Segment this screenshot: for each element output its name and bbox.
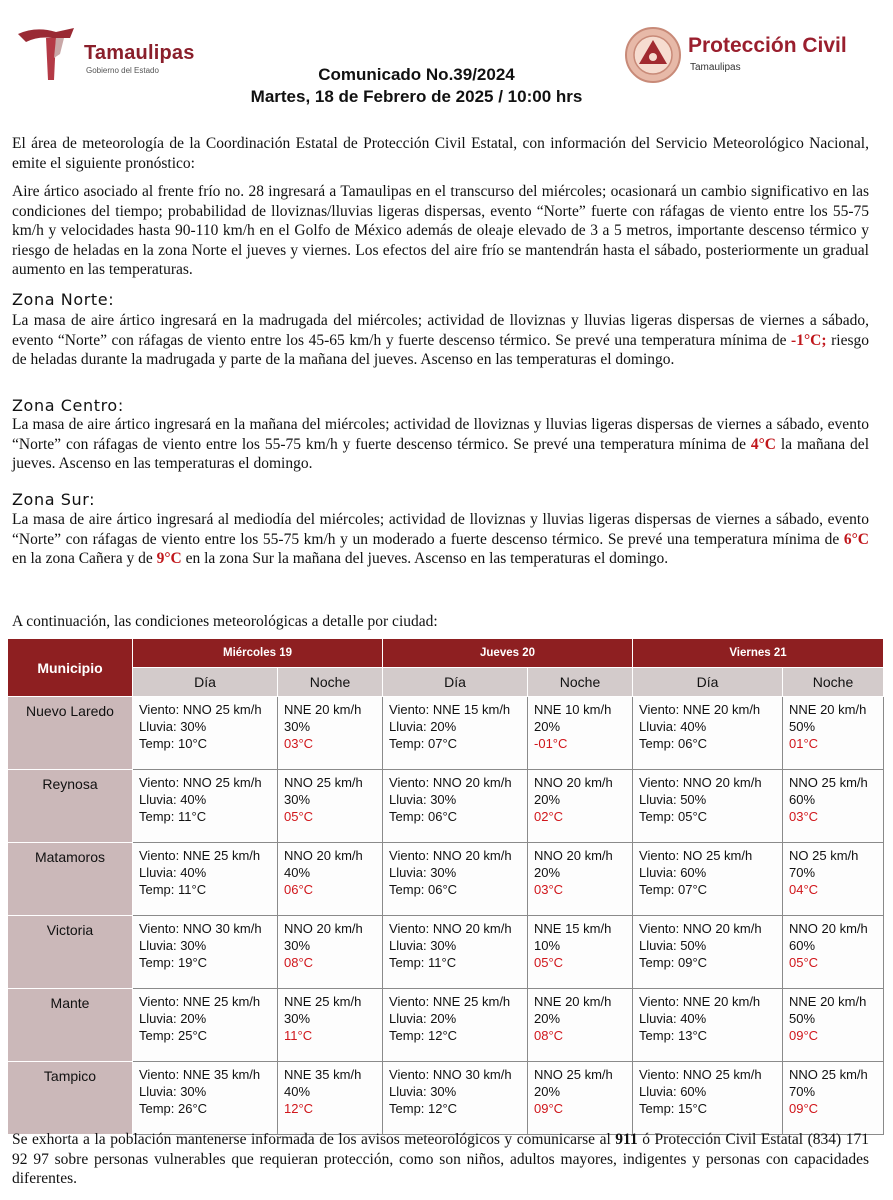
rain-value: Lluvia: 30% bbox=[389, 865, 457, 880]
rain-value: 50% bbox=[789, 719, 816, 734]
communique-date: Martes, 18 de Febrero de 2025 / 10:00 hrs bbox=[250, 87, 583, 106]
wind-value: NNO 25 km/h bbox=[789, 775, 868, 790]
rain-value: Lluvia: 40% bbox=[639, 719, 707, 734]
zona-norte-min-temp: -1°C; bbox=[791, 331, 827, 349]
document-title bbox=[0, 64, 893, 108]
wind-value: Viento: NNE 25 km/h bbox=[389, 994, 511, 1009]
wind-value: Viento: NNO 30 km/h bbox=[139, 921, 262, 936]
wind-value: Viento: NNE 35 km/h bbox=[139, 1067, 261, 1082]
day-header-jueves: Jueves 20 bbox=[383, 639, 633, 668]
wind-value: NNO 20 km/h bbox=[284, 921, 363, 936]
municipio-cell: Tampico bbox=[8, 1062, 133, 1135]
proteccion-civil-logo-subtitle: Tamaulipas bbox=[690, 62, 741, 73]
rain-value: Lluvia: 20% bbox=[389, 1011, 457, 1026]
rain-value: Lluvia: 50% bbox=[639, 938, 707, 953]
temp-value: 05°C bbox=[534, 955, 564, 970]
zona-norte-paragraph bbox=[12, 311, 869, 370]
subheader-dia: Día bbox=[383, 668, 528, 697]
temp-value: Temp: 11°C bbox=[389, 955, 457, 970]
zona-norte-text-b: riesgo de heladas durante la madrugada y parte de la mañana del jueves. Ascenso en las temperaturas el domingo. bbox=[12, 331, 869, 368]
rain-value: 40% bbox=[284, 865, 311, 880]
wind-value: Viento: NNO 20 km/h bbox=[389, 775, 512, 790]
wind-value: Viento: NNO 25 km/h bbox=[139, 775, 262, 790]
wind-value: NNE 15 km/h bbox=[534, 921, 612, 936]
wind-value: NNE 20 km/h bbox=[284, 702, 362, 717]
temp-value: Temp: 15°C bbox=[639, 1101, 708, 1116]
temp-value: Temp: 12°C bbox=[389, 1028, 458, 1043]
forecast-cell bbox=[278, 989, 383, 1062]
wind-value: Viento: NNO 20 km/h bbox=[639, 775, 762, 790]
rain-value: Lluvia: 40% bbox=[639, 1011, 707, 1026]
temp-value: Temp: 12°C bbox=[389, 1101, 458, 1116]
wind-value: Viento: NNE 15 km/h bbox=[389, 702, 511, 717]
forecast-cell bbox=[133, 843, 278, 916]
wind-value: Viento: NNE 20 km/h bbox=[639, 702, 761, 717]
footer-text-a: Se exhorta a la población mantenerse informada de los avisos meteorológicos y comunicarse al bbox=[12, 1131, 616, 1148]
forecast-cell bbox=[133, 697, 278, 770]
forecast-cell bbox=[383, 1062, 528, 1135]
forecast-cell bbox=[278, 843, 383, 916]
temp-value: Temp: 13°C bbox=[639, 1028, 708, 1043]
wind-value: NO 25 km/h bbox=[789, 848, 859, 863]
zona-centro-heading: Zona Centro: bbox=[12, 396, 124, 415]
table-row bbox=[8, 697, 884, 770]
weather-table bbox=[7, 638, 884, 1135]
forecast-cell bbox=[133, 916, 278, 989]
rain-value: Lluvia: 30% bbox=[139, 1084, 207, 1099]
rain-value: 30% bbox=[284, 938, 311, 953]
forecast-cell bbox=[528, 989, 633, 1062]
municipio-cell: Nuevo Laredo bbox=[8, 697, 133, 770]
rain-value: 20% bbox=[534, 719, 561, 734]
forecast-cell bbox=[528, 843, 633, 916]
rain-value: 20% bbox=[534, 792, 561, 807]
wind-value: Viento: NO 25 km/h bbox=[639, 848, 753, 863]
municipio-header: Municipio bbox=[8, 639, 133, 697]
temp-value: Temp: 19°C bbox=[139, 955, 208, 970]
zona-sur-temp-sur: 9°C bbox=[156, 550, 182, 567]
rain-value: 20% bbox=[534, 1011, 561, 1026]
day-header-viernes: Viernes 21 bbox=[633, 639, 884, 668]
proteccion-civil-logo-name: Protección Civil bbox=[688, 34, 847, 57]
forecast-cell bbox=[383, 843, 528, 916]
forecast-cell bbox=[783, 989, 884, 1062]
wind-value: NNO 20 km/h bbox=[534, 775, 613, 790]
rain-value: 60% bbox=[789, 792, 816, 807]
temp-value: Temp: 05°C bbox=[639, 809, 708, 824]
day-header-miercoles: Miércoles 19 bbox=[133, 639, 383, 668]
wind-value: Viento: NNO 25 km/h bbox=[139, 702, 262, 717]
rain-value: Lluvia: 30% bbox=[389, 938, 457, 953]
municipio-cell: Victoria bbox=[8, 916, 133, 989]
table-row bbox=[8, 843, 884, 916]
rain-value: Lluvia: 30% bbox=[389, 792, 457, 807]
tamaulipas-logo-name: Tamaulipas bbox=[84, 42, 195, 64]
table-row bbox=[8, 1062, 884, 1135]
footer-text-b: ó Protección Civil Estatal (834) 171 92 97 sobre personas vulnerables que requieran protección, como son niños, adultos mayores, indigentes y personas con capacidades diferentes. bbox=[12, 1131, 869, 1187]
table-row bbox=[8, 989, 884, 1062]
forecast-cell bbox=[528, 1062, 633, 1135]
forecast-cell bbox=[278, 697, 383, 770]
table-intro: A continuación, las condiciones meteorológicas a detalle por ciudad: bbox=[12, 613, 438, 630]
wind-value: NNO 25 km/h bbox=[284, 775, 363, 790]
temp-value: 04°C bbox=[789, 882, 819, 897]
forecast-cell bbox=[633, 1062, 783, 1135]
rain-value: 40% bbox=[284, 1084, 311, 1099]
subheader-noche: Noche bbox=[528, 668, 633, 697]
forecast-cell bbox=[633, 770, 783, 843]
temp-value: 03°C bbox=[284, 736, 314, 751]
rain-value: Lluvia: 40% bbox=[139, 865, 207, 880]
forecast-cell bbox=[383, 916, 528, 989]
intro-paragraph: El área de meteorología de la Coordinación Estatal de Protección Civil Estatal, con información del Servicio Meteorológico Nacional, emite el siguiente pronóstico: bbox=[12, 135, 869, 172]
rain-value: 70% bbox=[789, 865, 816, 880]
rain-value: Lluvia: 30% bbox=[139, 719, 207, 734]
wind-value: Viento: NNO 20 km/h bbox=[639, 921, 762, 936]
municipio-cell: Reynosa bbox=[8, 770, 133, 843]
rain-value: Lluvia: 20% bbox=[139, 1011, 207, 1026]
forecast-cell bbox=[783, 770, 884, 843]
temp-value: Temp: 07°C bbox=[389, 736, 458, 751]
forecast-cell bbox=[383, 770, 528, 843]
temp-value: Temp: 06°C bbox=[389, 809, 458, 824]
rain-value: 50% bbox=[789, 1011, 816, 1026]
temp-value: Temp: 10°C bbox=[139, 736, 208, 751]
wind-value: Viento: NNO 20 km/h bbox=[389, 848, 512, 863]
subheader-noche: Noche bbox=[278, 668, 383, 697]
wind-value: NNO 20 km/h bbox=[534, 848, 613, 863]
temp-value: Temp: 06°C bbox=[389, 882, 458, 897]
municipio-cell: Matamoros bbox=[8, 843, 133, 916]
temp-value: -01°C bbox=[534, 736, 568, 751]
forecast-cell bbox=[133, 770, 278, 843]
rain-value: 20% bbox=[534, 865, 561, 880]
forecast-cell bbox=[528, 770, 633, 843]
zona-centro-text-b: la mañana del jueves. Ascenso en las temperaturas el domingo. bbox=[12, 435, 869, 472]
rain-value: 70% bbox=[789, 1084, 816, 1099]
zona-norte-text-a: La masa de aire ártico ingresará en la madrugada del miércoles; actividad de lloviznas y lluvias ligeras dispersas de viernes a sábado, evento “Norte” con ráfagas de viento entre los 45-65 km/h y fuerte descenso térmico. Se prevé una temperatura mínima de bbox=[12, 312, 869, 349]
zona-centro-text-a: La masa de aire ártico ingresará en la mañana del miércoles; actividad de lloviznas y lluvias ligeras dispersas de viernes a sábado, evento “Norte” con ráfagas de viento entre los 55-75 km/h y fuerte descenso térmico. Se prevé una temperatura mínima de bbox=[12, 416, 869, 453]
footer-paragraph bbox=[12, 1130, 869, 1189]
wind-value: NNO 25 km/h bbox=[534, 1067, 613, 1082]
subheader-dia: Día bbox=[133, 668, 278, 697]
wind-value: NNO 20 km/h bbox=[284, 848, 363, 863]
forecast-cell bbox=[278, 770, 383, 843]
wind-value: NNO 25 km/h bbox=[789, 1067, 868, 1082]
temp-value: 11°C bbox=[284, 1028, 313, 1043]
wind-value: NNE 20 km/h bbox=[789, 702, 867, 717]
subheader-noche: Noche bbox=[783, 668, 884, 697]
temp-value: 06°C bbox=[284, 882, 314, 897]
temp-value: 08°C bbox=[534, 1028, 564, 1043]
forecast-cell bbox=[278, 1062, 383, 1135]
temp-value: 05°C bbox=[789, 955, 819, 970]
temp-value: 09°C bbox=[789, 1101, 819, 1116]
zona-sur-heading: Zona Sur: bbox=[12, 490, 96, 509]
rain-value: 20% bbox=[534, 1084, 561, 1099]
subheader-dia: Día bbox=[633, 668, 783, 697]
weather-table-body bbox=[8, 697, 884, 1135]
rain-value: 10% bbox=[534, 938, 561, 953]
rain-value: Lluvia: 50% bbox=[639, 792, 707, 807]
zona-sur-temp-canera: 6°C bbox=[843, 530, 869, 548]
forecast-cell bbox=[133, 989, 278, 1062]
temp-value: Temp: 06°C bbox=[639, 736, 708, 751]
temp-value: Temp: 11°C bbox=[139, 882, 207, 897]
wind-value: Viento: NNO 20 km/h bbox=[389, 921, 512, 936]
forecast-cell bbox=[528, 916, 633, 989]
forecast-cell bbox=[633, 697, 783, 770]
temp-value: Temp: 11°C bbox=[139, 809, 207, 824]
temp-value: Temp: 25°C bbox=[139, 1028, 208, 1043]
wind-value: NNE 20 km/h bbox=[789, 994, 867, 1009]
wind-value: Viento: NNE 25 km/h bbox=[139, 994, 261, 1009]
zona-sur-text-b: en la zona Cañera y de bbox=[12, 550, 157, 567]
rain-value: 60% bbox=[789, 938, 816, 953]
wind-value: Viento: NNE 25 km/h bbox=[139, 848, 261, 863]
forecast-cell bbox=[783, 916, 884, 989]
tamaulipas-logo-subtitle: Gobierno del Estado bbox=[86, 66, 159, 75]
temp-value: Temp: 07°C bbox=[639, 882, 708, 897]
wind-value: NNE 35 km/h bbox=[284, 1067, 362, 1082]
summary-paragraph: Aire ártico asociado al frente frío no. 28 ingresará a Tamaulipas en el transcurso del miércoles; ocasionará un cambio significativo en las condiciones del tiempo; probabilidad de lloviznas/lluvias ligeras dispersas, evento “Norte” fuerte con ráfagas de viento entre los 55-75 km/h y velocidades hasta 90-110 km/h en el Golfo de México además de oleaje elevado de 3 a 5 metros, importante descenso térmico y riesgo de heladas en la zona Norte el jueves y viernes. Los efectos del aire frío se mantendrán hasta el sábado, posteriormente un gradual aumento en las temperaturas. bbox=[12, 183, 869, 278]
temp-value: Temp: 26°C bbox=[139, 1101, 208, 1116]
forecast-cell bbox=[383, 697, 528, 770]
rain-value: Lluvia: 30% bbox=[389, 1084, 457, 1099]
wind-value: Viento: NNE 20 km/h bbox=[639, 994, 761, 1009]
forecast-cell bbox=[783, 1062, 884, 1135]
forecast-cell bbox=[278, 916, 383, 989]
forecast-cell bbox=[633, 843, 783, 916]
emergency-number: 911 bbox=[615, 1131, 638, 1148]
wind-value: NNE 20 km/h bbox=[534, 994, 612, 1009]
forecast-cell bbox=[633, 989, 783, 1062]
temp-value: 02°C bbox=[534, 809, 564, 824]
forecast-cell bbox=[133, 1062, 278, 1135]
zona-norte-heading: Zona Norte: bbox=[12, 290, 115, 309]
municipio-cell: Mante bbox=[8, 989, 133, 1062]
zona-sur-text-c: en la zona Sur la mañana del jueves. Ascenso en las temperaturas el domingo. bbox=[181, 550, 669, 567]
forecast-cell bbox=[633, 916, 783, 989]
wind-value: Viento: NNO 30 km/h bbox=[389, 1067, 512, 1082]
temp-value: 08°C bbox=[284, 955, 314, 970]
rain-value: Lluvia: 60% bbox=[639, 865, 707, 880]
forecast-cell bbox=[783, 843, 884, 916]
zona-centro-min-temp: 4°C bbox=[750, 435, 777, 453]
zona-sur-text-a: La masa de aire ártico ingresará al mediodía del miércoles; actividad de lloviznas y lluvias ligeras dispersas de viernes a sábado, evento “Norte” con ráfagas de viento entre los 55-75 km/h y un moderado a fuerte descenso térmico. Se prevé una temperatura mínima de bbox=[12, 511, 869, 548]
zona-centro-paragraph bbox=[12, 415, 869, 474]
communique-number: Comunicado No.39/2024 bbox=[318, 65, 515, 84]
forecast-cell bbox=[528, 697, 633, 770]
temp-value: 03°C bbox=[789, 809, 819, 824]
wind-value: NNE 25 km/h bbox=[284, 994, 362, 1009]
wind-value: NNO 20 km/h bbox=[789, 921, 868, 936]
rain-value: 30% bbox=[284, 1011, 311, 1026]
zona-sur-paragraph bbox=[12, 510, 869, 569]
rain-value: 30% bbox=[284, 719, 311, 734]
rain-value: Lluvia: 30% bbox=[139, 938, 207, 953]
rain-value: Lluvia: 60% bbox=[639, 1084, 707, 1099]
rain-value: 30% bbox=[284, 792, 311, 807]
rain-value: Lluvia: 20% bbox=[389, 719, 457, 734]
rain-value: Lluvia: 40% bbox=[139, 792, 207, 807]
temp-value: 09°C bbox=[789, 1028, 819, 1043]
table-row bbox=[8, 916, 884, 989]
wind-value: Viento: NNO 25 km/h bbox=[639, 1067, 762, 1082]
temp-value: 09°C bbox=[534, 1101, 564, 1116]
temp-value: 12°C bbox=[284, 1101, 314, 1116]
table-row bbox=[8, 770, 884, 843]
temp-value: 05°C bbox=[284, 809, 314, 824]
forecast-cell bbox=[383, 989, 528, 1062]
forecast-cell bbox=[783, 697, 884, 770]
temp-value: 01°C bbox=[789, 736, 819, 751]
temp-value: 03°C bbox=[534, 882, 564, 897]
temp-value: Temp: 09°C bbox=[639, 955, 708, 970]
wind-value: NNE 10 km/h bbox=[534, 702, 612, 717]
